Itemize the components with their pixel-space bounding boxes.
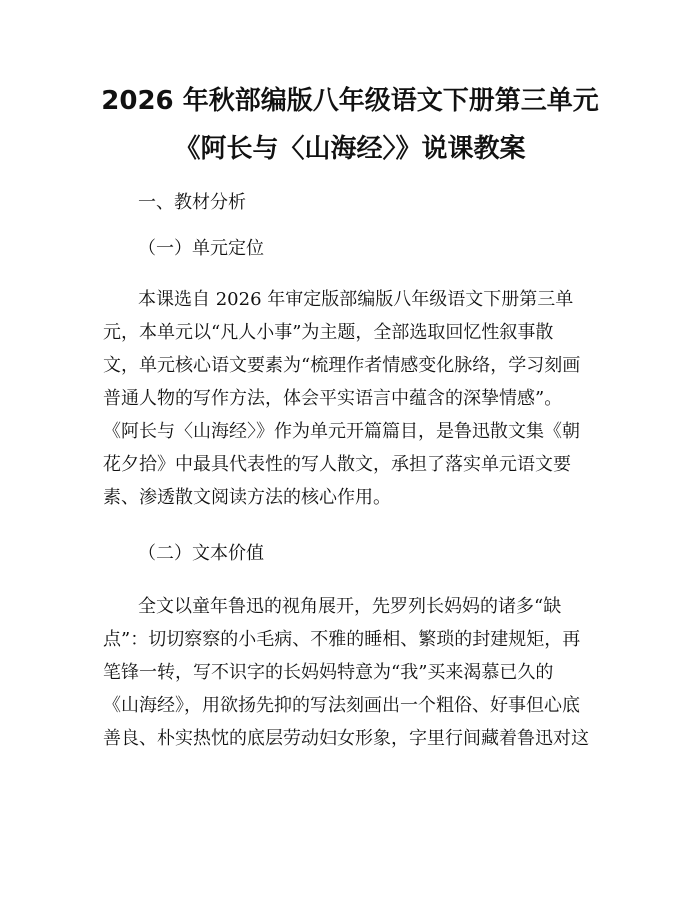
paragraph-line: 素、渗透散文阅读方法的核心作用。 — [103, 487, 391, 508]
paragraph-line: 全文以童年鲁迅的视角展开，先罗列长妈妈的诸多“缺 — [138, 596, 562, 617]
paragraph-line: 本课选自 2026 年审定版部编版八年级语文下册第三单 — [138, 289, 574, 310]
paragraph-line: 文，单元核心语文要素为“梳理作者情感变化脉络，学习刻画 — [103, 355, 581, 376]
paragraph-line: 《山海经》，用欲扬先抑的写法刻画出一个粗俗、好事但心底 — [103, 695, 580, 716]
subsection-heading-unit-position: （一）单元定位 — [138, 238, 264, 259]
paragraph-line: 普通人物的写作方法，体会平实语言中蕴含的深挚情感”。 — [103, 388, 563, 409]
paragraph-line: 笔锋一转，写不识字的长妈妈特意为“我”买来渴慕已久的 — [103, 662, 554, 683]
paragraph-line: 点”：切切察察的小毛病、不雅的睡相、繁琐的封建规矩，再 — [103, 629, 581, 650]
paragraph-line: 花夕拾》中最具代表性的写人散文，承担了落实单元语文要 — [103, 454, 571, 475]
document-title-line-1: 2026 年秋部编版八年级语文下册第三单元 — [101, 86, 599, 116]
paragraph-line: 元，本单元以“凡人小事”为主题，全部选取回忆性叙事散 — [103, 322, 554, 343]
paragraph-line: 善良、朴实热忱的底层劳动妇女形象，字里行间藏着鲁迅对这 — [103, 728, 589, 749]
section-heading-textbook-analysis: 一、教材分析 — [138, 192, 246, 213]
subsection-heading-text-value: （二）文本价值 — [138, 543, 264, 564]
paragraph-line: 《阿长与〈山海经〉》作为单元开篇篇目，是鲁迅散文集《朝 — [103, 421, 580, 442]
document-title-line-2: 《阿长与〈山海经〉》说课教案 — [174, 134, 526, 164]
